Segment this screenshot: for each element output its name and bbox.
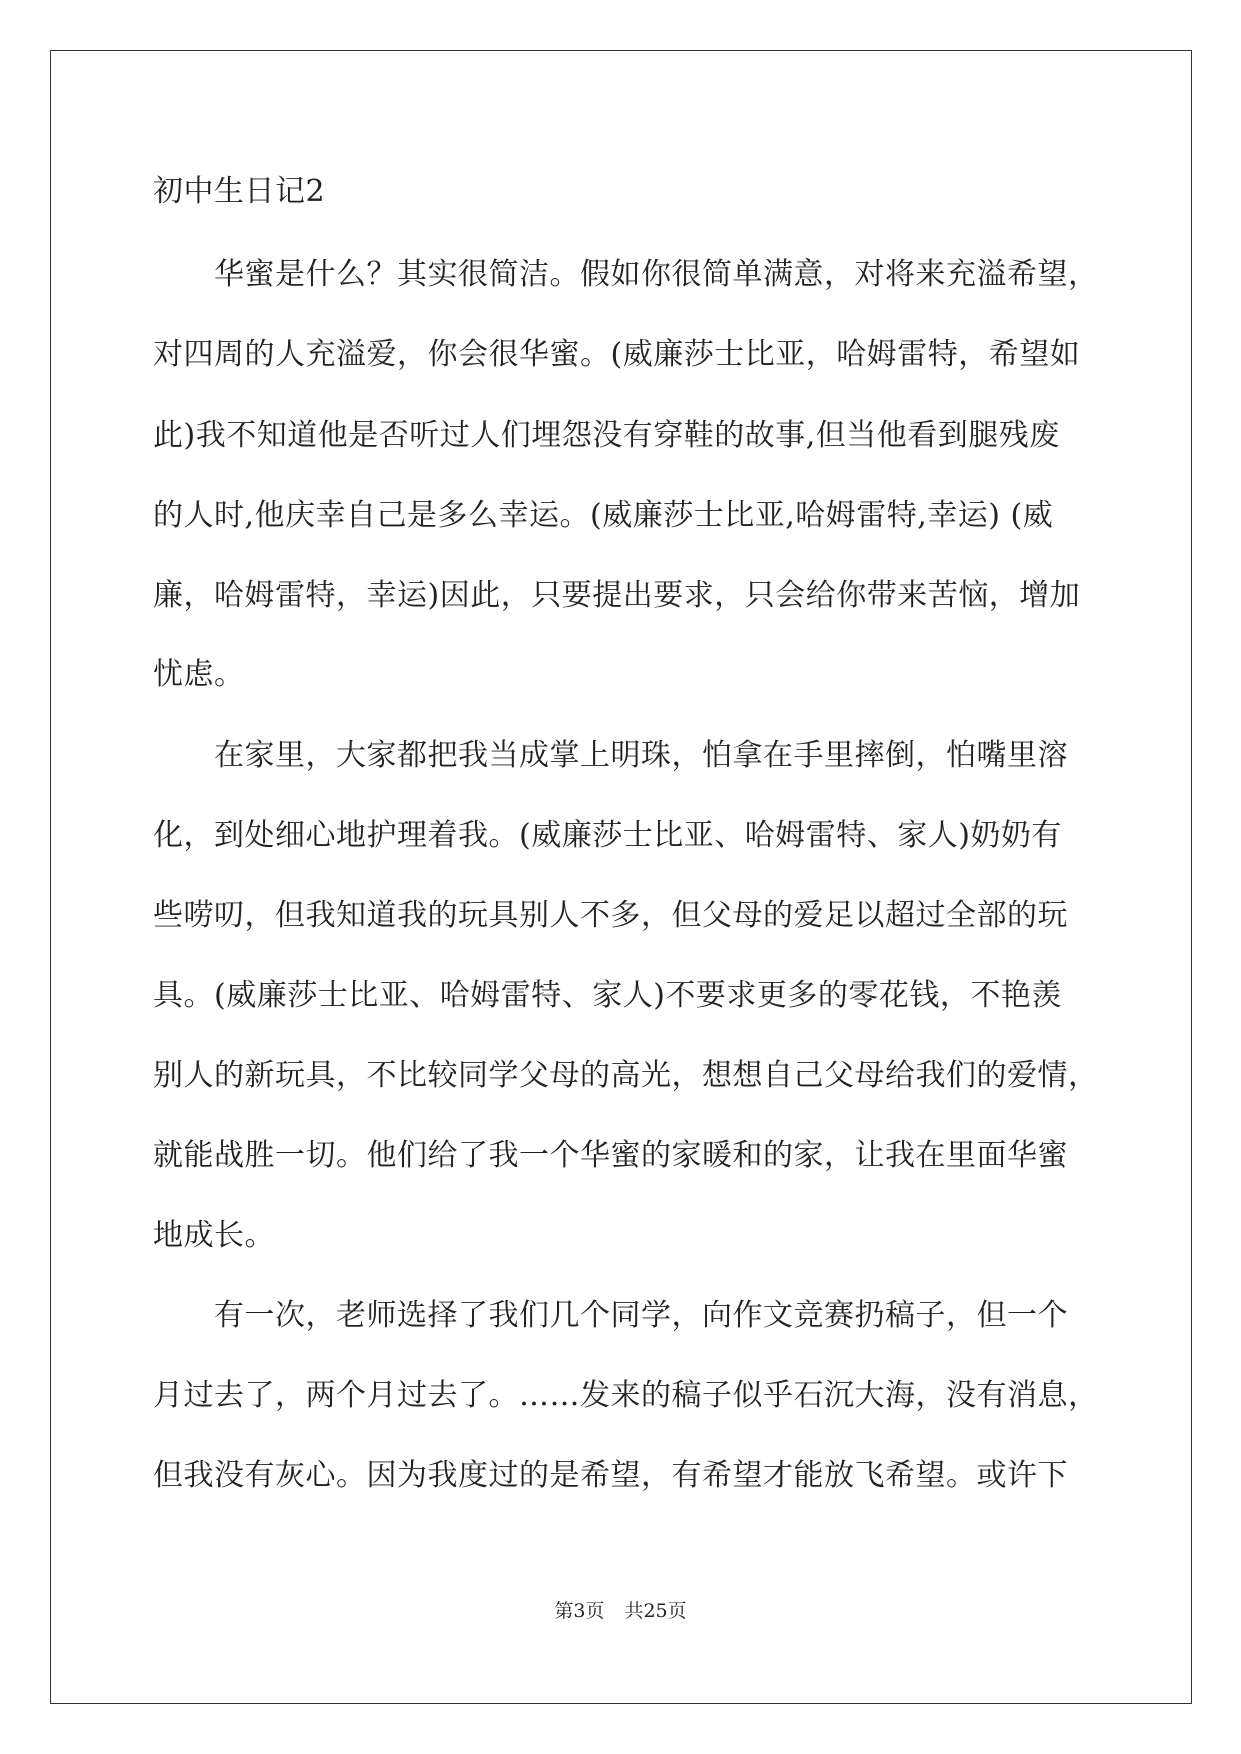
page-footer xyxy=(0,1598,1241,1624)
text-line: 有一次，老师选择了我们几个同学，向作文竞赛扔稿子，但一个 xyxy=(153,1298,1068,1333)
text-line: 但我没有灰心。因为我度过的是希望，有希望才能放飞希望。或许下 xyxy=(153,1458,1068,1493)
text-line: 月过去了，两个月过去了。……发来的稿子似乎石沉大海，没有消息， xyxy=(153,1378,1099,1413)
text-line: 华蜜是什么？其实很简洁。假如你很简单满意，对将来充溢希望， xyxy=(153,257,1099,292)
text-line: 些唠叨，但我知道我的玩具别人不多，但父母的爱足以超过全部的玩 xyxy=(153,898,1068,933)
page-total: 共25页 xyxy=(624,1600,687,1622)
text-line: 此)我不知道他是否听过人们埋怨没有穿鞋的故事,但当他看到腿残废 xyxy=(153,418,1060,453)
text-line: 就能战胜一切。他们给了我一个华蜜的家暖和的家，让我在里面华蜜 xyxy=(153,1138,1068,1173)
text-line: 地成长。 xyxy=(153,1218,275,1253)
text-line: 的人时,他庆幸自己是多么幸运。(威廉莎士比亚,哈姆雷特,幸运) (威 xyxy=(153,498,1054,533)
text-line: 在家里，大家都把我当成掌上明珠，怕拿在手里摔倒，怕嘴里溶 xyxy=(153,738,1068,773)
text-line: 廉，哈姆雷特，幸运)因此，只要提出要求，只会给你带来苦恼，增加 xyxy=(153,578,1081,613)
document-title: 初中生日记2 xyxy=(153,174,326,209)
text-line: 忧虑。 xyxy=(153,657,245,692)
text-line: 化，到处细心地护理着我。(威廉莎士比亚、哈姆雷特、家人)奶奶有 xyxy=(153,818,1062,853)
text-line: 具。(威廉莎士比亚、哈姆雷特、家人)不要求更多的零花钱，不艳羡 xyxy=(153,978,1062,1013)
text-line: 对四周的人充溢爱，你会很华蜜。(威廉莎士比亚，哈姆雷特，希望如 xyxy=(153,337,1081,372)
page-number: 第3页 xyxy=(554,1600,605,1622)
text-line: 别人的新玩具，不比较同学父母的高光，想想自己父母给我们的爱情， xyxy=(153,1058,1099,1093)
